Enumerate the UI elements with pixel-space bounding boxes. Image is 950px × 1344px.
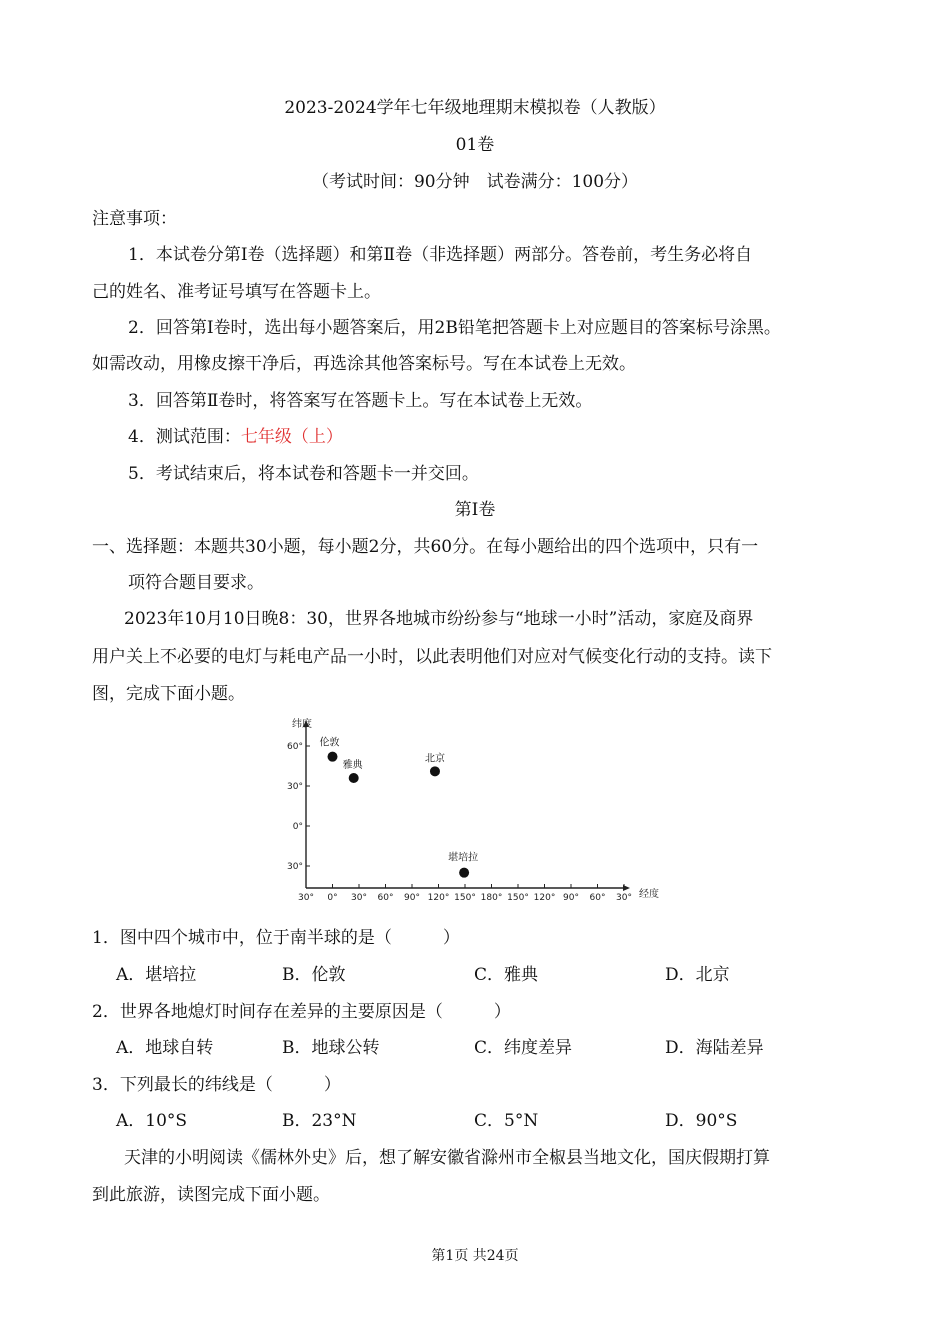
section-title: 第Ⅰ卷: [454, 500, 496, 520]
city-label: 堪培拉: [448, 852, 479, 864]
y-tick-label: 30°: [287, 862, 303, 872]
city-points: [320, 736, 479, 878]
notice-item-2-line-2: 如需改动，用橡皮擦干净后，再选涂其他答案标号。写在本试卷上无效。: [92, 354, 636, 374]
exam-info: （考试时间：90分钟 试卷满分：100分）: [311, 172, 639, 192]
city-point: [430, 766, 440, 776]
notice-item-3: 3．回答第Ⅱ卷时，将答案写在答题卡上。写在本试卷上无效。: [128, 391, 593, 411]
question-2-option-a[interactable]: A．地球自转: [116, 1038, 214, 1058]
city-label: 伦敦: [319, 737, 340, 749]
x-ticks: [298, 884, 632, 903]
question-2-stem: 2．世界各地熄灯时间存在差异的主要原因是（ ）: [92, 1002, 511, 1022]
x-tick-label: 120°: [427, 893, 450, 903]
notice-item-2-line-1: 2．回答第Ⅰ卷时，选出每小题答案后，用2B铅笔把答题卡上对应题目的答案标号涂黑。: [128, 318, 781, 338]
question-3-option-c[interactable]: C．5°N: [474, 1111, 539, 1131]
section-instruction-line-1: 一、选择题：本题共30小题，每小题2分，共60分。在每小题给出的四个选项中，只有一: [92, 537, 759, 557]
question-1-option-a[interactable]: A．堪培拉: [116, 965, 197, 985]
question-3-option-b[interactable]: B．23°N: [282, 1111, 357, 1131]
section-instruction-line-2: 项符合题目要求。: [128, 573, 264, 593]
notice-item-4-prefix: 4．测试范围：: [128, 427, 241, 447]
x-tick-label: 90°: [404, 893, 420, 903]
exam-title: 2023-2024学年七年级地理期末模拟卷（人教版）: [284, 98, 666, 118]
y-tick-label: 0°: [292, 822, 303, 832]
notice-item-4: [128, 426, 343, 448]
test-scope-highlight: 七年级（上）: [240, 427, 343, 447]
passage-1-line-1: 2023年10月10日晚8：30，世界各地城市纷纷参与“地球一小时”活动，家庭及商界: [124, 609, 754, 629]
passage-2-line-2: 到此旅游，读图完成下面小题。: [92, 1185, 330, 1205]
city-point: [459, 868, 469, 878]
question-2-option-d[interactable]: D．海陆差异: [665, 1038, 764, 1058]
question-1-stem: 1．图中四个城市中，位于南半球的是（ ）: [92, 928, 460, 948]
city-label: 北京: [424, 753, 445, 765]
exam-volume: 01卷: [455, 135, 495, 155]
notice-item-1-line-1: 1．本试卷分第Ⅰ卷（选择题）和第Ⅱ卷（非选择题）两部分。答卷前，考生务必将自: [128, 245, 753, 265]
x-tick-label: 150°: [454, 893, 476, 903]
question-1-option-c[interactable]: C．雅典: [474, 965, 539, 985]
x-tick-label: 0°: [327, 893, 338, 903]
x-tick-label: 180°: [480, 893, 503, 903]
x-tick-label: 120°: [533, 893, 556, 903]
x-tick-label: 60°: [589, 893, 606, 903]
notice-item-5: 5．考试结束后，将本试卷和答题卡一并交回。: [128, 464, 479, 484]
question-2-option-c[interactable]: C．纬度差异: [474, 1038, 573, 1058]
page-footer: 第1页 共24页: [431, 1248, 519, 1264]
question-1-option-b[interactable]: B．伦敦: [282, 965, 346, 985]
x-axis-label: 经度: [639, 889, 659, 900]
x-tick-label: 90°: [563, 893, 579, 903]
passage-1-line-3: 图，完成下面小题。: [92, 684, 245, 704]
city-location-chart: [280, 712, 670, 908]
notice-item-1-line-2: 己的姓名、准考证号填写在答题卡上。: [92, 282, 381, 302]
x-tick-label: 30°: [298, 893, 314, 903]
x-tick-label: 60°: [377, 893, 394, 903]
x-tick-label: 30°: [351, 893, 367, 903]
city-point: [349, 773, 359, 783]
question-1-option-d[interactable]: D．北京: [665, 965, 730, 985]
passage-1-line-2: 用户关上不必要的电灯与耗电产品一小时，以此表明他们对应对气候变化行动的支持。读下: [92, 647, 772, 667]
y-tick-label: 30°: [287, 782, 303, 792]
question-2-option-b[interactable]: B．地球公转: [282, 1038, 380, 1058]
passage-2-line-1: 天津的小明阅读《儒林外史》后，想了解安徽省滁州市全椒县当地文化，国庆假期打算: [124, 1148, 770, 1168]
city-point: [328, 752, 338, 762]
x-tick-label: 150°: [507, 893, 529, 903]
y-axis-label: 纬度: [292, 719, 312, 730]
chart-svg: [280, 712, 670, 908]
notice-heading: 注意事项：: [92, 209, 177, 229]
question-3-stem: 3．下列最长的纬线是（ ）: [92, 1075, 341, 1095]
city-label: 雅典: [342, 760, 363, 771]
question-3-option-d[interactable]: D．90°S: [665, 1111, 738, 1131]
y-tick-label: 60°: [287, 742, 303, 752]
x-tick-label: 30°: [616, 893, 632, 903]
question-3-option-a[interactable]: A．10°S: [116, 1111, 188, 1131]
